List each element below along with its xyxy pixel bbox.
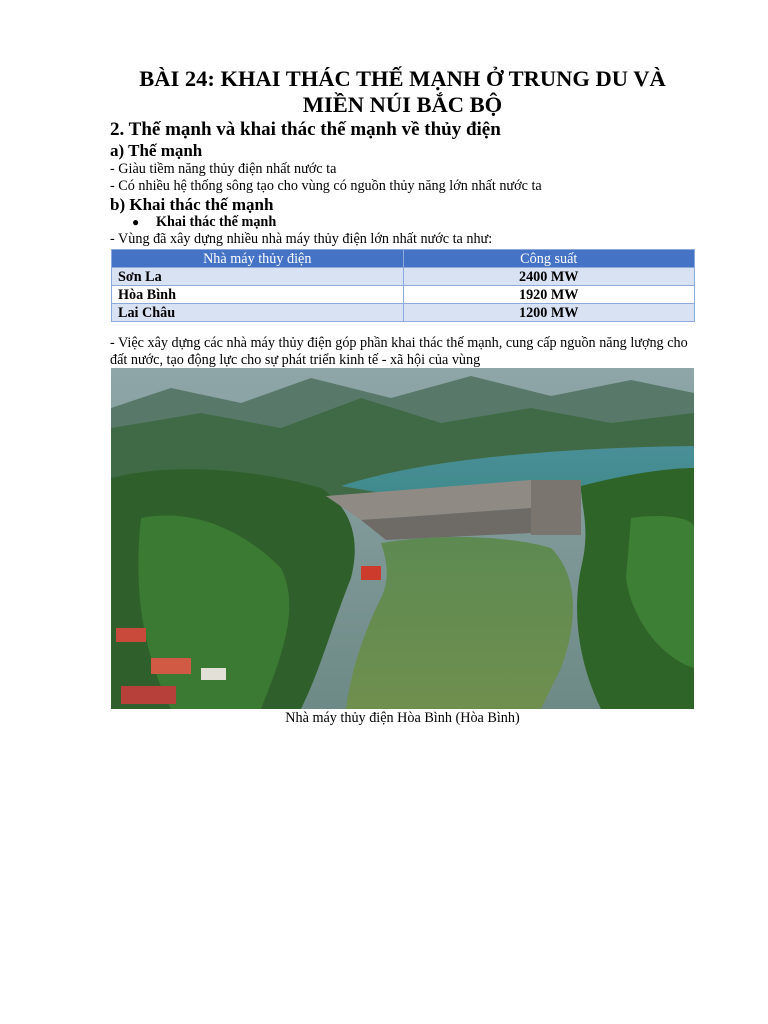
plant-capacity: 2400 MW [403, 268, 695, 286]
bullet-text: Khai thác thế mạnh [156, 214, 277, 230]
plant-capacity: 1200 MW [403, 304, 695, 322]
bullet-icon: ● [132, 215, 140, 229]
dam-photo [111, 368, 694, 709]
plant-name: Sơn La [112, 268, 404, 286]
table-row [112, 304, 695, 322]
conclusion-paragraph: - Việc xây dựng các nhà máy thủy điện góp phần khai thác thế mạnh, cung cấp nguồn năng lượng cho đất nước, tạo động lực cho sự phát triển kinh tế - xã hội của vùng [110, 335, 688, 368]
subsection-heading-a: a) Thế mạnh [110, 141, 203, 160]
header-plant: Nhà máy thủy điện [112, 250, 404, 268]
section-heading: 2. Thế mạnh và khai thác thế mạnh về thủy điện [110, 119, 501, 140]
table-row [112, 268, 695, 286]
table-row [112, 286, 695, 304]
intro-line: - Vùng đã xây dựng nhiều nhà máy thủy điện lớn nhất nước ta như: [110, 231, 493, 247]
page-title: BÀI 24: KHAI THÁC THẾ MẠNH Ở TRUNG DU VÀ MIỀN NÚI BẮC BỘ [139, 66, 666, 117]
plant-name: Lai Châu [112, 304, 404, 322]
plant-capacity: 1920 MW [403, 286, 695, 304]
dam-illustration [111, 368, 694, 709]
subsection-heading-b: b) Khai thác thế mạnh [110, 195, 274, 214]
strength-line-1: - Giàu tiềm năng thủy điện nhất nước ta [110, 161, 337, 177]
plant-name: Hòa Bình [112, 286, 404, 304]
strength-line-2: - Có nhiều hệ thống sông tạo cho vùng có nguồn thủy năng lớn nhất nước ta [110, 178, 542, 194]
figure-caption: Nhà máy thủy điện Hòa Bình (Hòa Bình) [285, 710, 520, 726]
header-capacity: Công suất [403, 250, 695, 268]
hydropower-table [111, 249, 695, 322]
bullet-item [132, 214, 276, 231]
table-header-row [112, 250, 695, 268]
